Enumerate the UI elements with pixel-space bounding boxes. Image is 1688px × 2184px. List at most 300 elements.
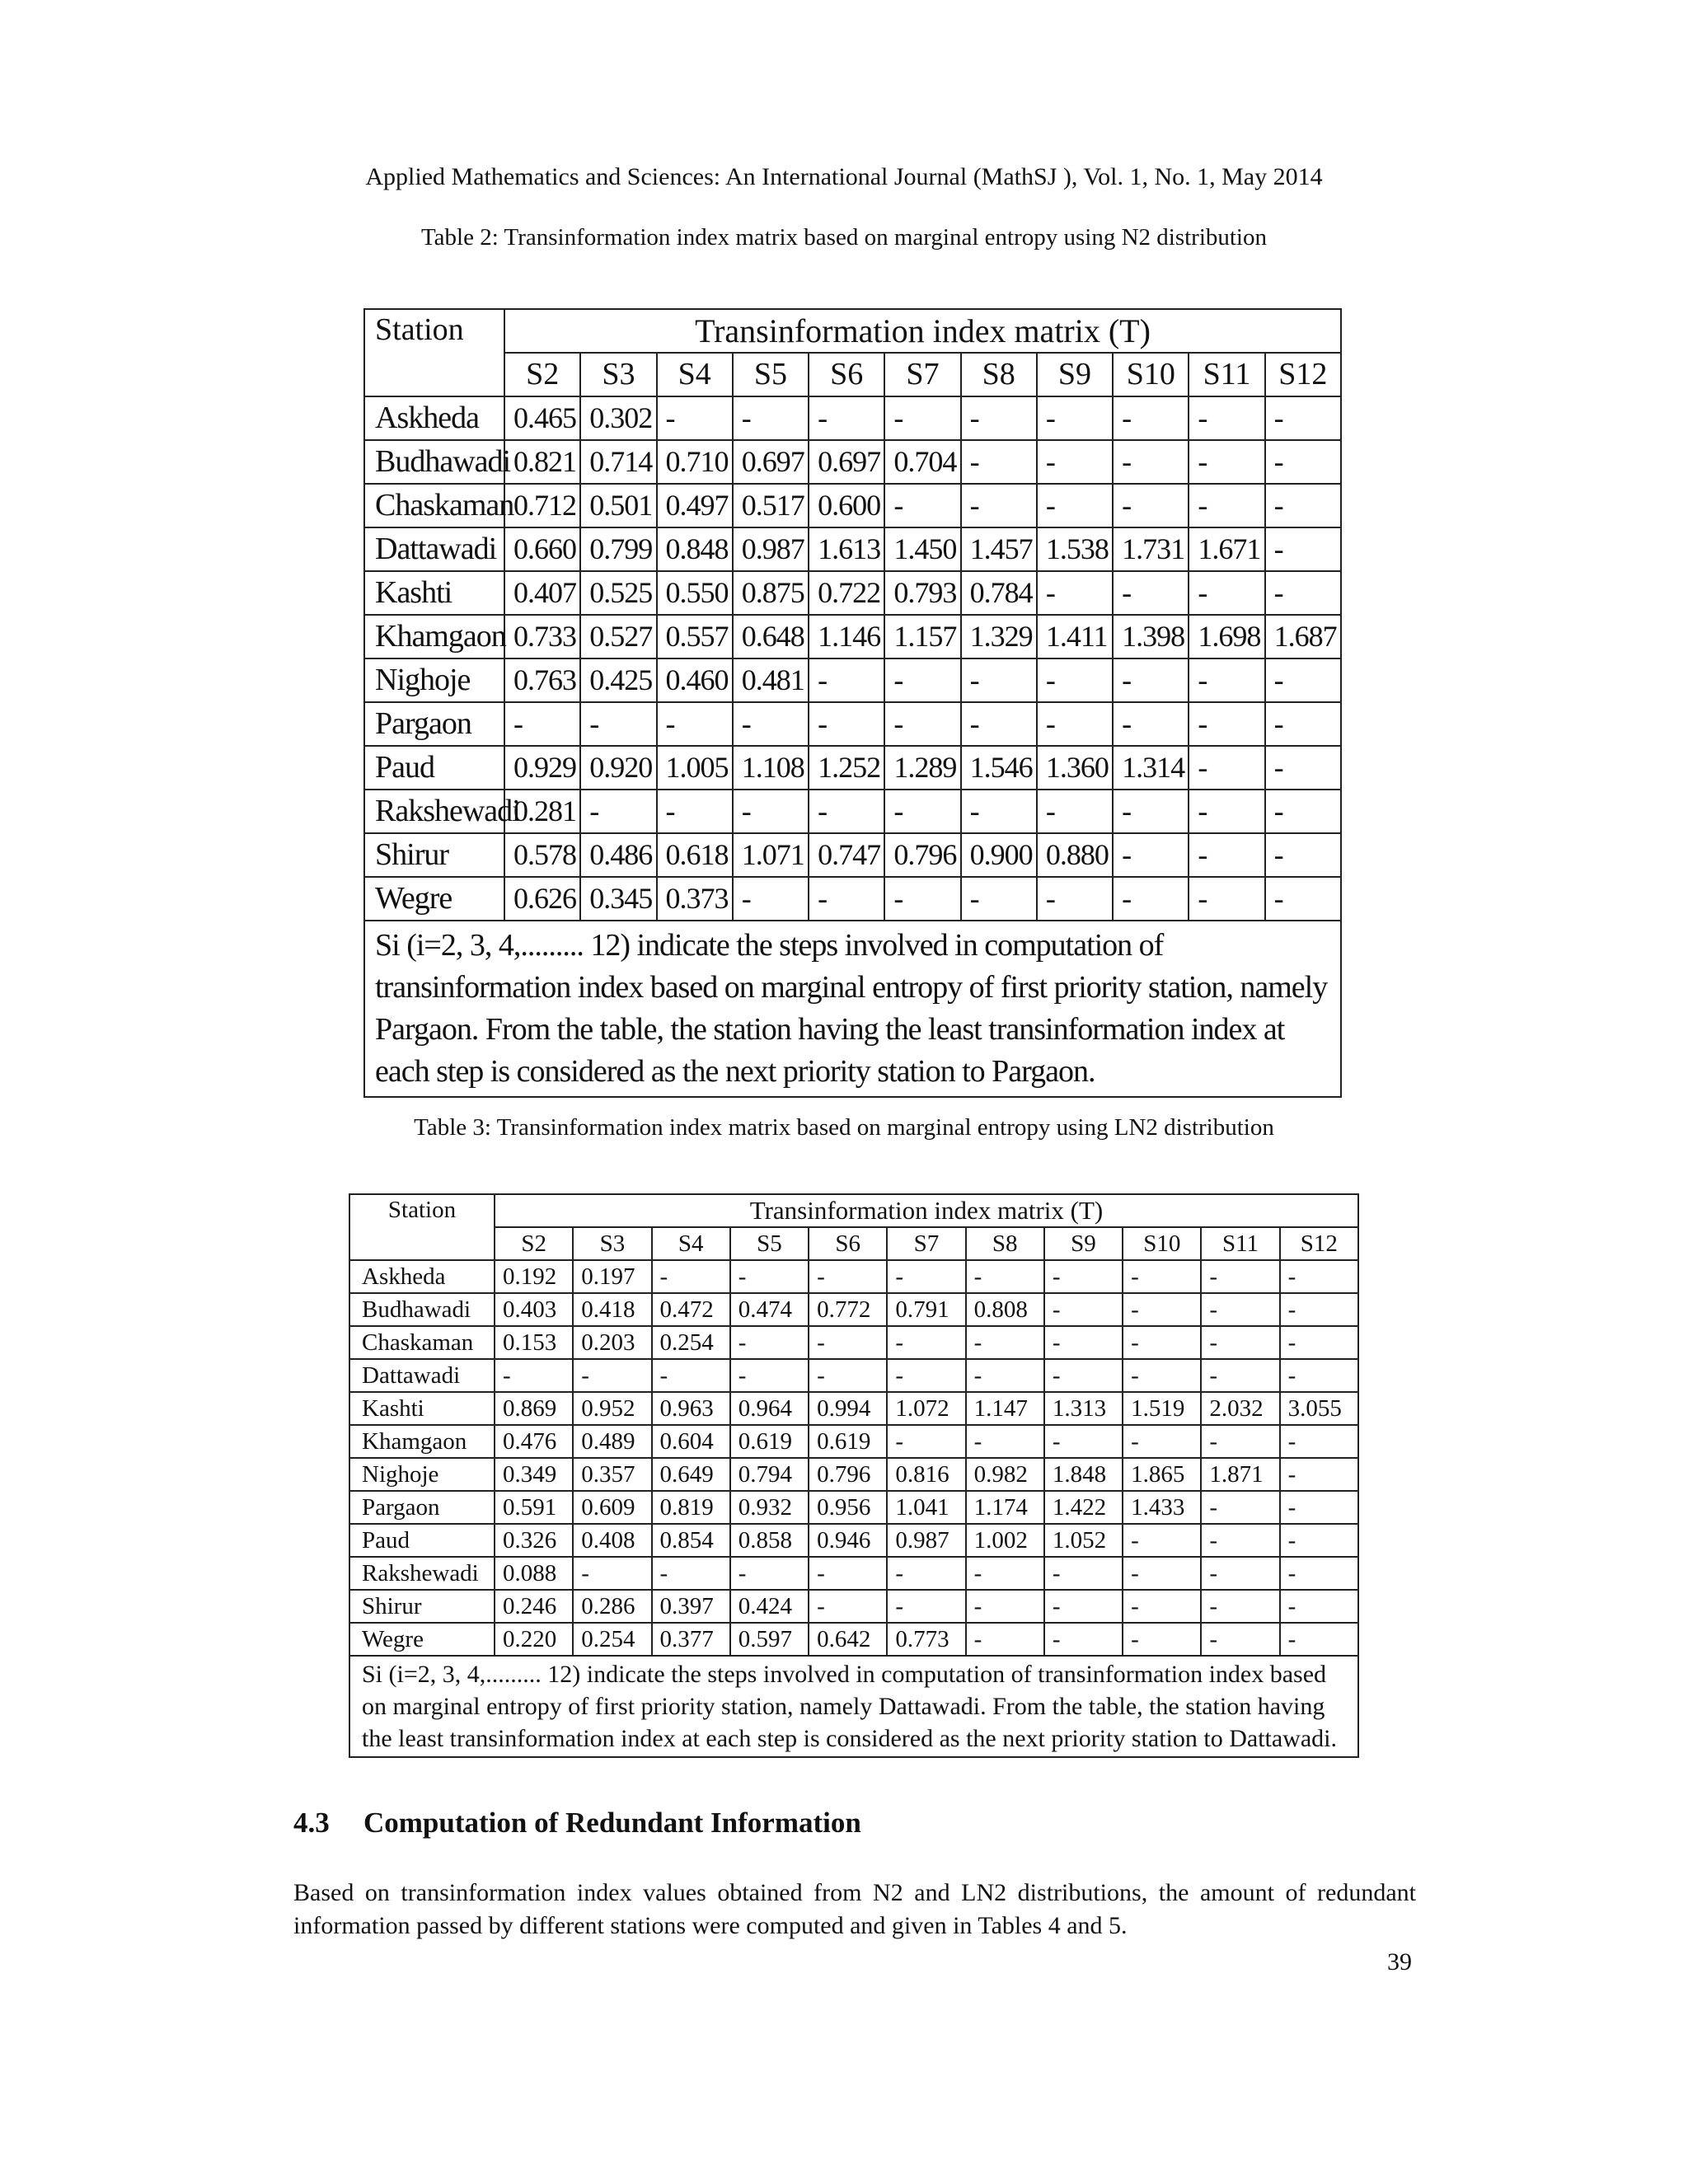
table-row [364, 440, 1341, 484]
table-row [364, 877, 1341, 921]
index-value-cell: - [733, 702, 809, 746]
table2-note: Si (i=2, 3, 4,......... 12) indicate the steps involved in computation of transinformation index based on marginal entropy of first priority station, namely Pargaon. From the table, the station having the least transinformation index at each step is considered as the next priority station to Pargaon. [364, 921, 1341, 1097]
index-value-cell: - [1265, 658, 1341, 702]
index-value-cell: - [887, 1359, 965, 1392]
index-value-cell: - [504, 702, 580, 746]
index-value-cell: 0.932 [730, 1491, 809, 1524]
station-name: Nighoje [364, 658, 504, 702]
index-value-cell: 0.848 [657, 527, 733, 571]
index-value-cell: 0.642 [809, 1623, 887, 1656]
index-value-cell: - [966, 1557, 1044, 1590]
step-header: S11 [1189, 353, 1264, 396]
index-value-cell: 0.816 [887, 1458, 965, 1491]
index-value-cell: 0.900 [961, 833, 1037, 877]
index-value-cell: 0.220 [495, 1623, 573, 1656]
index-value-cell: - [1265, 440, 1341, 484]
index-value-cell: 0.819 [652, 1491, 730, 1524]
index-value-cell: - [730, 1557, 809, 1590]
step-header-row [349, 1227, 1358, 1260]
station-name: Pargaon [364, 702, 504, 746]
index-value-cell: 1.698 [1189, 615, 1264, 658]
step-header: S12 [1280, 1227, 1358, 1260]
index-value-cell: 0.377 [652, 1623, 730, 1656]
index-value-cell: - [1037, 396, 1113, 440]
index-value-cell: 2.032 [1201, 1392, 1279, 1425]
index-value-cell: 1.360 [1037, 746, 1113, 790]
table-row [364, 658, 1341, 702]
matrix-header: Transinformation index matrix (T) [504, 309, 1341, 353]
index-value-cell: - [961, 440, 1037, 484]
index-value-cell: 0.600 [809, 484, 884, 527]
index-value-cell: 1.002 [966, 1524, 1044, 1557]
station-name: Khamgaon [349, 1425, 495, 1458]
index-value-cell: 1.314 [1113, 746, 1189, 790]
table-row [364, 484, 1341, 527]
index-value-cell: - [1201, 1260, 1279, 1293]
table-row [349, 1392, 1358, 1425]
index-value-cell: - [1280, 1326, 1358, 1359]
index-value-cell: 0.796 [809, 1458, 887, 1491]
index-value-cell: 0.704 [884, 440, 960, 484]
table-row [349, 1260, 1358, 1293]
index-value-cell: 1.289 [884, 746, 960, 790]
index-value-cell: - [887, 1425, 965, 1458]
table-row [364, 833, 1341, 877]
index-value-cell: 1.871 [1201, 1458, 1279, 1491]
index-value-cell: - [1123, 1557, 1201, 1590]
index-value-cell: - [1044, 1425, 1123, 1458]
index-value-cell: - [1123, 1293, 1201, 1326]
step-header: S12 [1265, 353, 1341, 396]
index-value-cell: - [1123, 1260, 1201, 1293]
index-value-cell: 0.791 [887, 1293, 965, 1326]
index-value-cell: 1.041 [887, 1491, 965, 1524]
index-value-cell: - [652, 1260, 730, 1293]
table-row [364, 527, 1341, 571]
table-row [364, 702, 1341, 746]
index-value-cell: - [1265, 571, 1341, 615]
index-value-cell: - [1044, 1359, 1123, 1392]
index-value-cell: 0.474 [730, 1293, 809, 1326]
index-value-cell: - [1201, 1425, 1279, 1458]
index-value-cell: 1.252 [809, 746, 884, 790]
index-value-cell: 0.088 [495, 1557, 573, 1590]
index-value-cell: 0.203 [573, 1326, 651, 1359]
index-value-cell: 0.697 [733, 440, 809, 484]
index-value-cell: - [966, 1425, 1044, 1458]
index-value-cell: - [1201, 1557, 1279, 1590]
index-value-cell: 0.626 [504, 877, 580, 921]
index-value-cell: - [1265, 702, 1341, 746]
index-value-cell: - [1265, 746, 1341, 790]
index-value-cell: - [884, 396, 960, 440]
index-value-cell: 1.174 [966, 1491, 1044, 1524]
index-value-cell: 0.550 [657, 571, 733, 615]
section-title: Computation of Redundant Information [363, 1807, 861, 1839]
index-value-cell: - [1044, 1557, 1123, 1590]
table2-caption: Table 2: Transinformation index matrix based on marginal entropy using N2 distribution [420, 224, 1267, 251]
index-value-cell: 0.618 [657, 833, 733, 877]
index-value-cell: - [1113, 484, 1189, 527]
index-value-cell: - [966, 1590, 1044, 1623]
index-value-cell: 1.329 [961, 615, 1037, 658]
station-header: Station [364, 309, 504, 396]
index-value-cell: 0.660 [504, 527, 580, 571]
index-value-cell: - [1189, 396, 1264, 440]
station-name: Chaskaman [364, 484, 504, 527]
index-value-cell: 0.481 [733, 658, 809, 702]
index-value-cell: 0.281 [504, 790, 580, 833]
index-value-cell: 0.397 [652, 1590, 730, 1623]
index-value-cell: 0.987 [887, 1524, 965, 1557]
index-value-cell: 0.357 [573, 1458, 651, 1491]
index-value-cell: 0.407 [504, 571, 580, 615]
index-value-cell: 0.763 [504, 658, 580, 702]
index-value-cell: - [1280, 1491, 1358, 1524]
table3 [349, 1193, 1359, 1758]
index-value-cell: - [887, 1260, 965, 1293]
index-value-cell: 0.648 [733, 615, 809, 658]
index-value-cell: 0.286 [573, 1590, 651, 1623]
index-value-cell: 0.302 [580, 396, 656, 440]
index-value-cell: - [733, 790, 809, 833]
index-value-cell: 0.854 [652, 1524, 730, 1557]
table-row [364, 615, 1341, 658]
station-name: Dattawadi [349, 1359, 495, 1392]
index-value-cell: 0.197 [573, 1260, 651, 1293]
station-name: Budhawadi [364, 440, 504, 484]
index-value-cell: - [1037, 877, 1113, 921]
index-value-cell: 0.747 [809, 833, 884, 877]
index-value-cell: - [1201, 1293, 1279, 1326]
index-value-cell: 0.373 [657, 877, 733, 921]
index-value-cell: 0.527 [580, 615, 656, 658]
index-value-cell: - [961, 484, 1037, 527]
index-value-cell: 0.920 [580, 746, 656, 790]
index-value-cell: - [1113, 790, 1189, 833]
index-value-cell: 0.875 [733, 571, 809, 615]
station-name: Wegre [349, 1623, 495, 1656]
index-value-cell: 1.865 [1123, 1458, 1201, 1491]
index-value-cell: - [961, 790, 1037, 833]
index-value-cell: - [1123, 1623, 1201, 1656]
table3-body [349, 1260, 1358, 1656]
table-row [349, 1590, 1358, 1623]
index-value-cell: 0.869 [495, 1392, 573, 1425]
index-value-cell: - [1201, 1623, 1279, 1656]
index-value-cell: 0.619 [730, 1425, 809, 1458]
index-value-cell: - [1280, 1458, 1358, 1491]
index-value-cell: - [961, 658, 1037, 702]
index-value-cell: 0.858 [730, 1524, 809, 1557]
index-value-cell: - [966, 1359, 1044, 1392]
index-value-cell: - [1265, 877, 1341, 921]
table-row [349, 1491, 1358, 1524]
index-value-cell: 0.964 [730, 1392, 809, 1425]
matrix-header: Transinformation index matrix (T) [495, 1194, 1358, 1227]
index-value-cell: - [961, 702, 1037, 746]
station-name: Rakshewadi [349, 1557, 495, 1590]
index-value-cell: - [809, 658, 884, 702]
station-name: Paud [349, 1524, 495, 1557]
index-value-cell: - [887, 1590, 965, 1623]
index-value-cell: 0.722 [809, 571, 884, 615]
index-value-cell: - [1201, 1524, 1279, 1557]
index-value-cell: - [1037, 440, 1113, 484]
index-value-cell: 0.712 [504, 484, 580, 527]
index-value-cell: 0.784 [961, 571, 1037, 615]
index-value-cell: 1.457 [961, 527, 1037, 571]
step-header: S8 [961, 353, 1037, 396]
page-number: 39 [1387, 1948, 1412, 1975]
index-value-cell: 0.486 [580, 833, 656, 877]
index-value-cell: - [580, 702, 656, 746]
index-value-cell: 1.546 [961, 746, 1037, 790]
index-value-cell: 1.072 [887, 1392, 965, 1425]
index-value-cell: 1.538 [1037, 527, 1113, 571]
index-value-cell: 0.557 [657, 615, 733, 658]
running-header: Applied Mathematics and Sciences: An International Journal (MathSJ ), Vol. 1, No. 1, May 2014 [365, 163, 1323, 190]
station-name: Dattawadi [364, 527, 504, 571]
index-value-cell: - [809, 1359, 887, 1392]
index-value-cell: - [730, 1326, 809, 1359]
index-value-cell: - [1265, 484, 1341, 527]
index-value-cell: 0.425 [580, 658, 656, 702]
step-header: S2 [504, 353, 580, 396]
index-value-cell: 1.687 [1265, 615, 1341, 658]
index-value-cell: - [1189, 440, 1264, 484]
index-value-cell: 0.821 [504, 440, 580, 484]
index-value-cell: - [1189, 571, 1264, 615]
index-value-cell: - [733, 877, 809, 921]
index-value-cell: - [1044, 1326, 1123, 1359]
index-value-cell: - [1189, 702, 1264, 746]
index-value-cell: 0.808 [966, 1293, 1044, 1326]
index-value-cell: - [1265, 527, 1341, 571]
index-value-cell: - [809, 1260, 887, 1293]
table3-note: Si (i=2, 3, 4,......... 12) indicate the steps involved in computation of transinformation index based on marginal entropy of first priority station, namely Dattawadi. From the table, the station having the least transinformation index at each step is considered as the next priority station to Dattawadi. [349, 1656, 1358, 1757]
index-value-cell: - [1037, 571, 1113, 615]
index-value-cell: 0.192 [495, 1260, 573, 1293]
section-number: 4.3 [293, 1807, 330, 1839]
step-header: S4 [652, 1227, 730, 1260]
step-header: S10 [1113, 353, 1189, 396]
index-value-cell: - [1044, 1623, 1123, 1656]
index-value-cell: - [1113, 877, 1189, 921]
index-value-cell: 3.055 [1280, 1392, 1358, 1425]
step-header: S9 [1037, 353, 1113, 396]
index-value-cell: 0.794 [730, 1458, 809, 1491]
step-header: S6 [809, 1227, 887, 1260]
index-value-cell: 0.793 [884, 571, 960, 615]
station-name: Chaskaman [349, 1326, 495, 1359]
index-value-cell: 0.982 [966, 1458, 1044, 1491]
index-value-cell: 1.422 [1044, 1491, 1123, 1524]
index-value-cell: 0.326 [495, 1524, 573, 1557]
index-value-cell: 0.714 [580, 440, 656, 484]
station-name: Shirur [364, 833, 504, 877]
index-value-cell: - [1037, 702, 1113, 746]
table-row [349, 1326, 1358, 1359]
index-value-cell: - [809, 1326, 887, 1359]
index-value-cell: - [1123, 1425, 1201, 1458]
index-value-cell: - [1280, 1623, 1358, 1656]
index-value-cell: 1.450 [884, 527, 960, 571]
index-value-cell: 0.254 [573, 1623, 651, 1656]
index-value-cell: 0.952 [573, 1392, 651, 1425]
index-value-cell: - [1113, 658, 1189, 702]
index-value-cell: - [1189, 833, 1264, 877]
index-value-cell: 0.697 [809, 440, 884, 484]
index-value-cell: - [884, 658, 960, 702]
station-name: Rakshewadi [364, 790, 504, 833]
index-value-cell: - [809, 702, 884, 746]
station-name: Askheda [349, 1260, 495, 1293]
index-value-cell: 0.710 [657, 440, 733, 484]
station-name: Shirur [349, 1590, 495, 1623]
index-value-cell: 0.987 [733, 527, 809, 571]
index-value-cell: - [966, 1623, 1044, 1656]
index-value-cell: - [1201, 1326, 1279, 1359]
index-value-cell: - [884, 877, 960, 921]
step-header: S3 [573, 1227, 651, 1260]
index-value-cell: - [1113, 440, 1189, 484]
index-value-cell: 0.246 [495, 1590, 573, 1623]
index-value-cell: - [1265, 790, 1341, 833]
index-value-cell: - [1189, 790, 1264, 833]
index-value-cell: - [1044, 1260, 1123, 1293]
index-value-cell: - [1201, 1359, 1279, 1392]
index-value-cell: 0.929 [504, 746, 580, 790]
index-value-cell: 1.398 [1113, 615, 1189, 658]
index-value-cell: - [573, 1557, 651, 1590]
index-value-cell: - [1280, 1590, 1358, 1623]
index-value-cell: 0.489 [573, 1425, 651, 1458]
table-row [349, 1557, 1358, 1590]
index-value-cell: 1.108 [733, 746, 809, 790]
table-row [349, 1425, 1358, 1458]
index-value-cell: - [887, 1557, 965, 1590]
station-name: Budhawadi [349, 1293, 495, 1326]
index-value-cell: - [1265, 833, 1341, 877]
table-row [349, 1524, 1358, 1557]
index-value-cell: 0.591 [495, 1491, 573, 1524]
step-header: S9 [1044, 1227, 1123, 1260]
station-name: Wegre [364, 877, 504, 921]
index-value-cell: 0.349 [495, 1458, 573, 1491]
step-header: S5 [733, 353, 809, 396]
index-value-cell: - [1123, 1524, 1201, 1557]
table-row [349, 1458, 1358, 1491]
index-value-cell: - [1189, 658, 1264, 702]
index-value-cell: 1.146 [809, 615, 884, 658]
section-heading [293, 1807, 861, 1840]
table-row [349, 1359, 1358, 1392]
index-value-cell: - [1113, 396, 1189, 440]
step-header: S5 [730, 1227, 809, 1260]
index-value-cell: 0.880 [1037, 833, 1113, 877]
station-name: Kashti [364, 571, 504, 615]
index-value-cell: 0.619 [809, 1425, 887, 1458]
index-value-cell: - [1044, 1590, 1123, 1623]
index-value-cell: 0.460 [657, 658, 733, 702]
step-header: S7 [887, 1227, 965, 1260]
index-value-cell: 0.799 [580, 527, 656, 571]
index-value-cell: - [809, 790, 884, 833]
index-value-cell: - [580, 790, 656, 833]
index-value-cell: 0.773 [887, 1623, 965, 1656]
index-value-cell: 0.525 [580, 571, 656, 615]
index-value-cell: - [1280, 1425, 1358, 1458]
table3-caption: Table 3: Transinformation index matrix based on marginal entropy using LN2 distribution [414, 1114, 1274, 1141]
index-value-cell: - [1037, 790, 1113, 833]
index-value-cell: - [884, 702, 960, 746]
station-name: Pargaon [349, 1491, 495, 1524]
index-value-cell: 0.153 [495, 1326, 573, 1359]
step-header: S10 [1123, 1227, 1201, 1260]
index-value-cell: - [1201, 1491, 1279, 1524]
table-row [349, 1293, 1358, 1326]
index-value-cell: 1.613 [809, 527, 884, 571]
station-name: Khamgaon [364, 615, 504, 658]
index-value-cell: - [730, 1359, 809, 1392]
station-header: Station [349, 1194, 495, 1260]
index-value-cell: 1.433 [1123, 1491, 1201, 1524]
index-value-cell: 1.157 [884, 615, 960, 658]
index-value-cell: - [1123, 1359, 1201, 1392]
index-value-cell: 0.578 [504, 833, 580, 877]
index-value-cell: 1.519 [1123, 1392, 1201, 1425]
step-header: S3 [580, 353, 656, 396]
index-value-cell: - [1280, 1293, 1358, 1326]
index-value-cell: 0.796 [884, 833, 960, 877]
index-value-cell: 0.497 [657, 484, 733, 527]
index-value-cell: - [809, 1557, 887, 1590]
body-paragraph: Based on transinformation index values obtained from N2 and LN2 distributions, the amount of redundant information passed by different stations were computed and given in Tables 4 and 5. [293, 1879, 1416, 1939]
index-value-cell: 1.147 [966, 1392, 1044, 1425]
step-header-row [364, 353, 1341, 396]
index-value-cell: 0.517 [733, 484, 809, 527]
index-value-cell: - [966, 1260, 1044, 1293]
index-value-cell: 0.649 [652, 1458, 730, 1491]
index-value-cell: - [573, 1359, 651, 1392]
index-value-cell: 0.476 [495, 1425, 573, 1458]
index-value-cell: - [1201, 1590, 1279, 1623]
index-value-cell: - [1189, 877, 1264, 921]
index-value-cell: 1.052 [1044, 1524, 1123, 1557]
index-value-cell: 0.472 [652, 1293, 730, 1326]
index-value-cell: - [966, 1326, 1044, 1359]
index-value-cell: 1.005 [657, 746, 733, 790]
step-header: S4 [657, 353, 733, 396]
index-value-cell: 0.345 [580, 877, 656, 921]
index-value-cell: 1.411 [1037, 615, 1113, 658]
step-header: S8 [966, 1227, 1044, 1260]
index-value-cell: 1.848 [1044, 1458, 1123, 1491]
index-value-cell: - [1123, 1326, 1201, 1359]
index-value-cell: - [1037, 658, 1113, 702]
station-name: Paud [364, 746, 504, 790]
table-row [364, 396, 1341, 440]
index-value-cell: 0.254 [652, 1326, 730, 1359]
index-value-cell: 1.671 [1189, 527, 1264, 571]
table2 [363, 308, 1342, 1098]
index-value-cell: 1.071 [733, 833, 809, 877]
index-value-cell: - [1280, 1557, 1358, 1590]
index-value-cell: - [652, 1557, 730, 1590]
table-row [364, 571, 1341, 615]
step-header: S2 [495, 1227, 573, 1260]
